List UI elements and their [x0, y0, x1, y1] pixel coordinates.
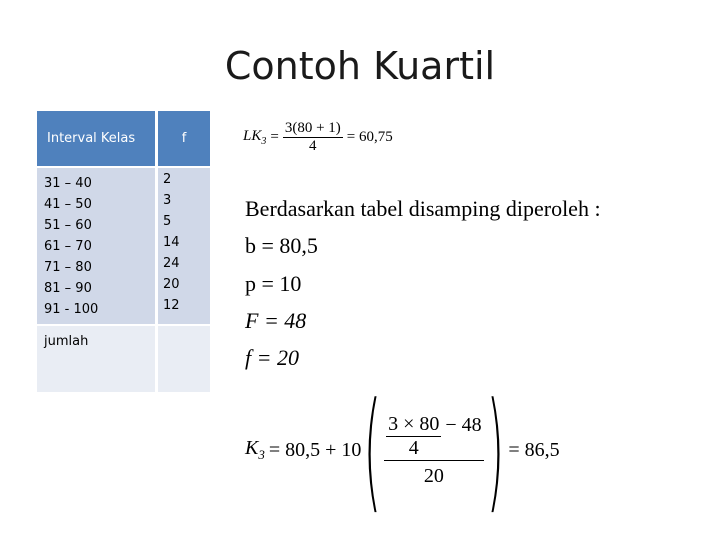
- left-paren: (: [363, 374, 382, 526]
- interval-item: 71 – 80: [44, 260, 92, 275]
- interval-item: 91 - 100: [44, 302, 99, 317]
- frequency-item: 12: [163, 298, 180, 313]
- total-value: [158, 326, 210, 392]
- lk3-fraction: [283, 120, 343, 155]
- interval-item: 81 – 90: [44, 281, 92, 296]
- k3-outer-denominator: 20: [423, 464, 444, 487]
- lk3-formula: [243, 120, 393, 155]
- frequency-item: 24: [163, 256, 180, 271]
- k3-inner-numerator: 3 × 80: [388, 412, 440, 435]
- header-interval-kelas: Interval Kelas: [37, 111, 155, 166]
- total-label: jumlah: [37, 326, 155, 392]
- variable-p: p = 10: [245, 271, 302, 296]
- k3-formula: [245, 374, 560, 526]
- k3-lhs: $K_3$: [245, 437, 265, 462]
- header-f: f: [158, 111, 210, 166]
- frequency-table: [37, 111, 210, 392]
- variable-f: f = 20: [245, 345, 299, 370]
- frequency-item: 3: [163, 193, 172, 208]
- lk3-result: = 60,75: [346, 129, 393, 145]
- k3-inner-fraction: [386, 413, 441, 460]
- equals-sign: =: [270, 129, 279, 145]
- k3-outer-fraction: [384, 413, 484, 488]
- k3-prefix: = 80,5 + 10: [268, 438, 362, 461]
- interval-item: 51 – 60: [44, 218, 92, 233]
- lk3-numerator: 3(80 + 1): [284, 120, 341, 136]
- frequency-item: 14: [163, 235, 180, 250]
- frequency-item: 20: [163, 277, 180, 292]
- interval-item: 61 – 70: [44, 239, 92, 254]
- interval-item: 41 – 50: [44, 197, 92, 212]
- interval-item: 31 – 40: [44, 176, 92, 191]
- right-paren: ): [486, 374, 504, 526]
- explanation-sentence: Berdasarkan tabel disamping diperoleh :: [245, 196, 601, 221]
- slide-title: Contoh Kuartil: [224, 44, 496, 88]
- frequency-list: [158, 168, 210, 324]
- k3-inner-denominator: 4: [408, 436, 419, 459]
- interval-list: [37, 168, 155, 324]
- frequency-item: 5: [163, 214, 172, 229]
- k3-result: = 86,5: [508, 438, 560, 461]
- frequency-item: 2: [163, 172, 172, 187]
- variable-F: F = 48: [245, 308, 307, 333]
- lk3-denominator: 4: [309, 138, 317, 154]
- variable-b: b = 80,5: [245, 233, 318, 258]
- k3-minus: − 48: [445, 413, 482, 436]
- lk3-lhs: $LK_3$: [243, 128, 267, 147]
